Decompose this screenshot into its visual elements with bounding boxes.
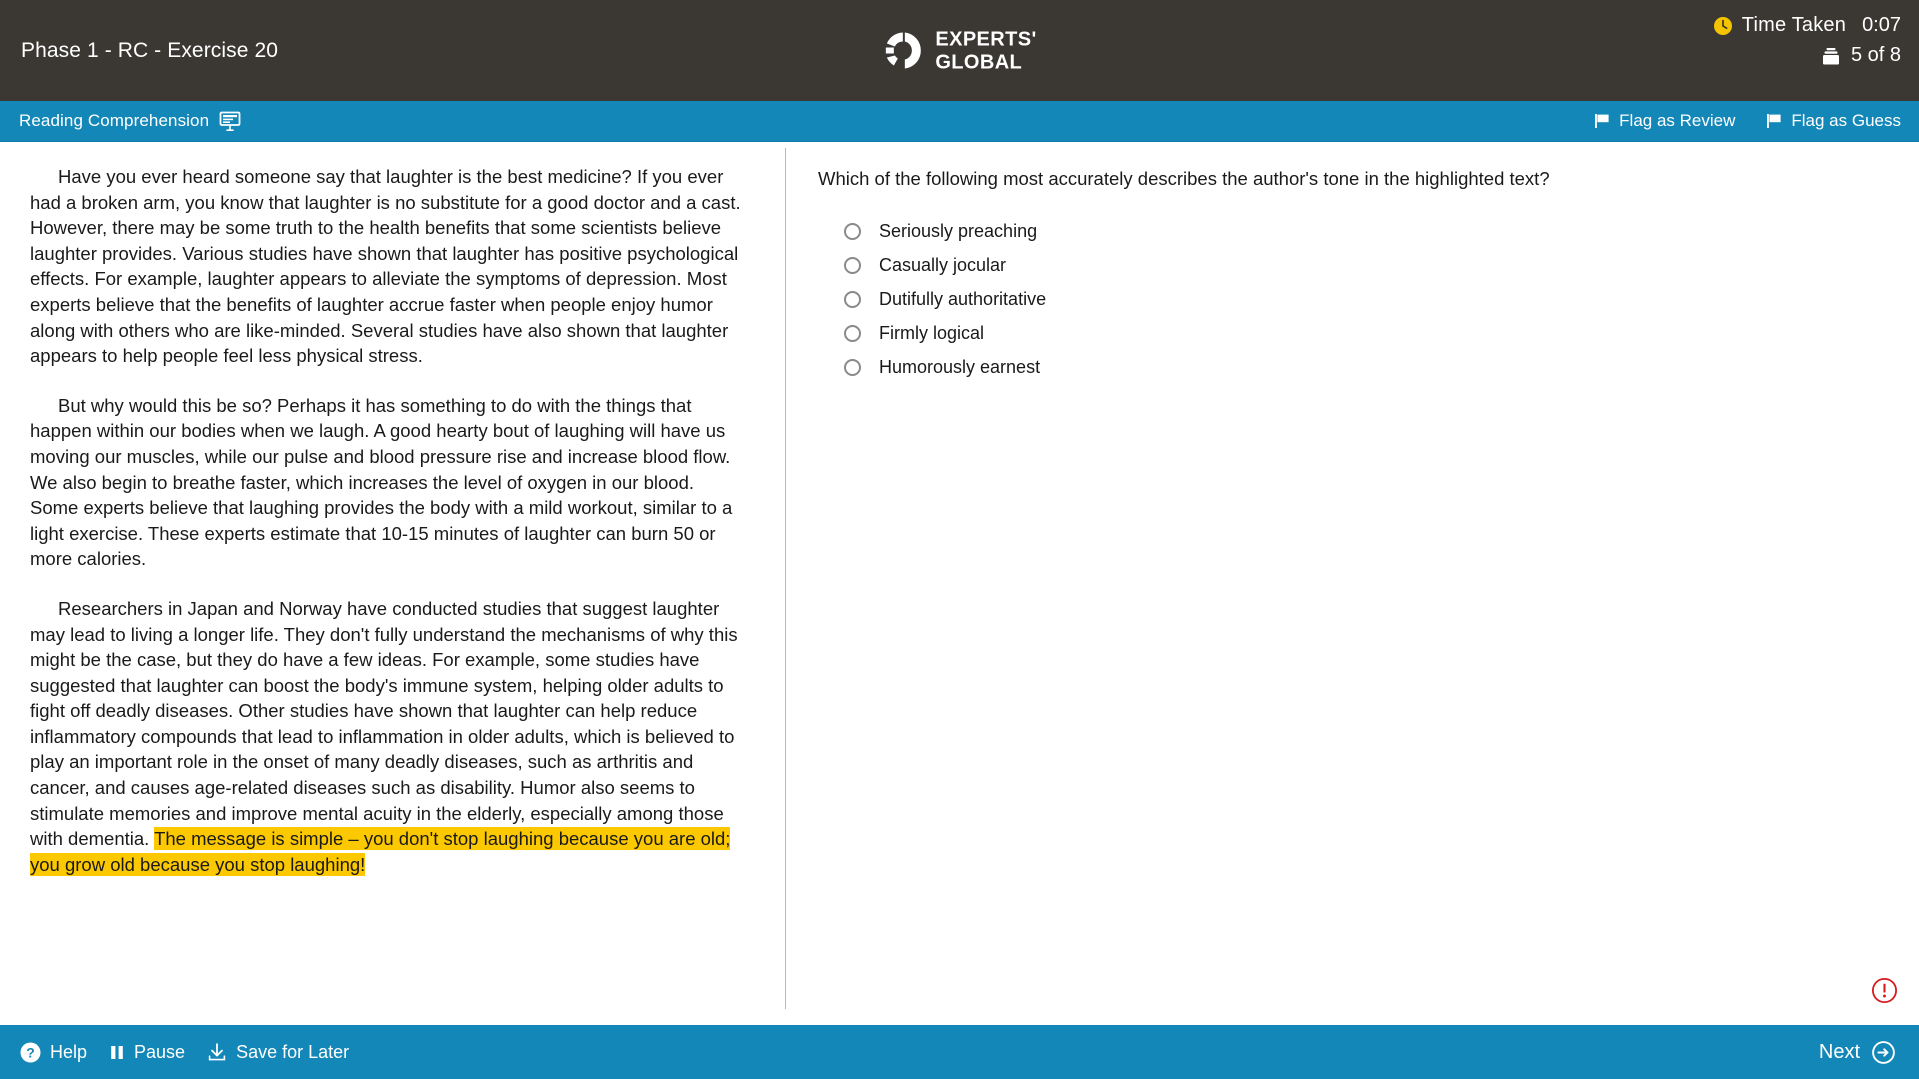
answer-option-5[interactable]	[818, 350, 1889, 384]
section-sub-header	[0, 101, 1919, 142]
next-button[interactable]	[1819, 1041, 1903, 1064]
question-progress-row	[1820, 44, 1901, 67]
passage-paragraph-3-plain: Researchers in Japan and Norway have conducted studies that suggest laughter may lead to living a longer life. They don't fully understand the mechanisms of why this might be the case, but they do have a few ideas. For example, some studies have suggested that laughter can boost the body's immune system, helping older adults to fight off deadly diseases. Other studies have shown that laughter can help reduce inflammatory compounds that lead to inflammation in older adults, which is believed to play an important role in the onset of many deadly diseases, such as arthritis and cancer, and causes age-related diseases such as disability. Humor also seems to stimulate memories and improve mental acuity in the elderly, especially among those with dementia.	[30, 597, 738, 850]
next-label: Next	[1818, 1040, 1860, 1063]
brand-wordmark	[935, 29, 1036, 72]
pause-label: Pause	[134, 1041, 186, 1062]
answer-option-4[interactable]	[818, 316, 1889, 350]
save-for-later-button[interactable]	[207, 1042, 349, 1063]
download-save-icon	[207, 1042, 227, 1062]
answer-options	[818, 214, 1889, 384]
clock-icon	[1713, 16, 1733, 36]
radio-button[interactable]	[844, 223, 861, 240]
status-block	[1713, 14, 1901, 67]
answer-option-label: Seriously preaching	[879, 221, 1038, 241]
radio-button[interactable]	[844, 291, 861, 308]
brand-line-2: GLOBAL	[935, 51, 1023, 73]
arrow-right-circle-icon	[1872, 1041, 1895, 1064]
footer-actions	[20, 1042, 349, 1063]
radio-button[interactable]	[844, 257, 861, 274]
radio-button[interactable]	[844, 359, 861, 376]
flag-as-guess-label: Flag as Guess	[1791, 111, 1901, 130]
answer-option-label: Casually jocular	[879, 255, 1007, 275]
answer-option-3[interactable]	[818, 282, 1889, 316]
highlighted-sentence: The message is simple – you don't stop laughing because you are old; you grow old because you stop laughing!	[30, 828, 731, 875]
section-title: Reading Comprehension	[19, 111, 210, 130]
answer-option-1[interactable]	[818, 214, 1889, 248]
flag-as-review-label: Flag as Review	[1619, 111, 1736, 130]
answer-option-label: Dutifully authoritative	[879, 289, 1047, 309]
presentation-board-icon[interactable]	[219, 111, 241, 132]
main-content	[0, 142, 1919, 1025]
time-taken-row	[1713, 14, 1901, 37]
save-for-later-label: Save for Later	[236, 1041, 350, 1062]
question-prompt: Which of the following most accurately describes the author's tone in the highlighted text?	[818, 168, 1550, 189]
pause-icon	[109, 1044, 125, 1061]
exercise-title: Phase 1 - RC - Exercise 20	[21, 38, 279, 62]
svg-text:?: ?	[26, 1043, 35, 1060]
time-taken-value: 0:07	[1862, 14, 1901, 36]
help-button[interactable]	[20, 1042, 87, 1063]
card-stack-icon	[1820, 46, 1842, 66]
flag-as-guess-button[interactable]	[1766, 111, 1901, 131]
passage-paragraph-3	[30, 596, 747, 878]
brand-line-1: EXPERTS'	[935, 28, 1037, 50]
top-header-bar	[0, 0, 1919, 101]
flag-actions	[1594, 111, 1901, 131]
flag-icon	[1594, 113, 1610, 129]
flag-as-review-button[interactable]	[1594, 111, 1735, 131]
passage-paragraph-2: But why would this be so? Perhaps it has something to do with the things that happen within our bodies when we laugh. A good hearty bout of laughing will have us moving our muscles, while our pulse and blood pressure rise and increase blood flow. We also begin to breathe faster, which increases the level of oxygen in our blood. Some experts believe that laughing provides the body with a mild workout, similar to a light exercise. These experts estimate that 10-15 minutes of laughter can burn 50 or more calories.	[30, 394, 733, 570]
experts-global-logo	[882, 29, 1036, 72]
radio-button[interactable]	[844, 325, 861, 342]
alert-exclamation-icon[interactable]	[1871, 977, 1898, 1004]
answer-option-2[interactable]	[818, 248, 1889, 282]
pause-button[interactable]	[109, 1042, 185, 1063]
passage-text	[30, 164, 747, 877]
footer-bar	[0, 1025, 1919, 1079]
flag-icon	[1766, 113, 1782, 129]
time-taken-label: Time Taken	[1741, 14, 1847, 36]
brand-mark-icon	[882, 30, 924, 72]
question-progress-label: 5 of 8	[1850, 44, 1901, 66]
help-label: Help	[50, 1041, 88, 1062]
question-pane	[786, 142, 1919, 1025]
answer-option-label: Firmly logical	[879, 323, 985, 343]
passage-paragraph-1: Have you ever heard someone say that laughter is the best medicine? If you ever had a broken arm, you know that laughter is no substitute for a good doctor and a cast. However, there may be some truth to the health benefits that some scientists believe laughter provides. Various studies have shown that laughter has positive psychological effects. For example, laughter appears to alleviate the symptoms of depression. Most experts believe that the benefits of laughter accrue faster when people enjoy humor along with others who are like-minded. Several studies have also shown that laughter appears to help people feel less physical stress.	[30, 166, 741, 367]
answer-option-label: Humorously earnest	[879, 357, 1041, 377]
help-question-icon	[20, 1042, 41, 1063]
section-info	[19, 111, 241, 132]
passage-pane	[0, 142, 785, 1025]
